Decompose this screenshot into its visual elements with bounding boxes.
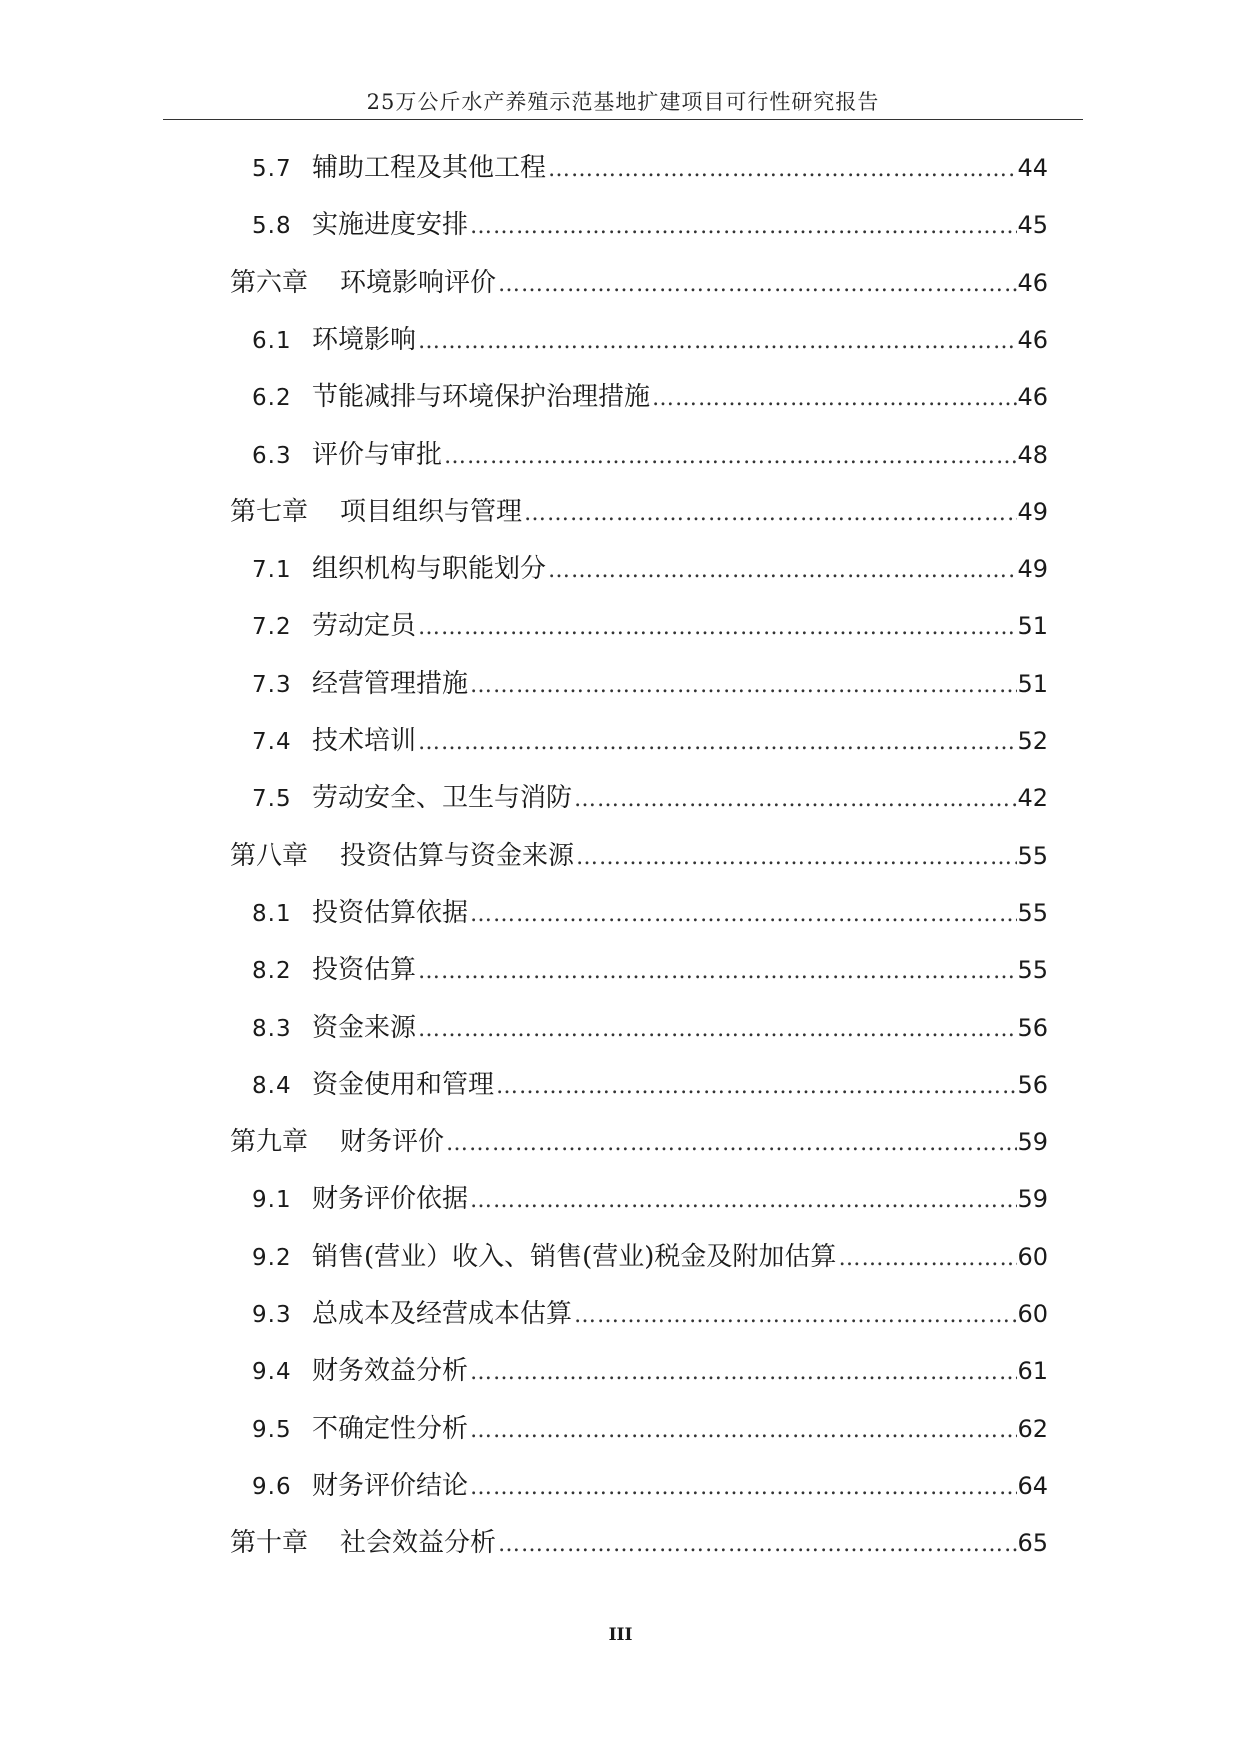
toc-dot-leader xyxy=(444,437,1017,477)
toc-chapter-entry[interactable] xyxy=(230,1523,1048,1563)
toc-section-entry[interactable] xyxy=(252,1237,1048,1277)
toc-entry-title: 辅助工程及其他工程 xyxy=(312,153,547,183)
toc-section-entry[interactable] xyxy=(252,320,1048,360)
toc-dot-leader xyxy=(548,150,1017,190)
toc-section-entry[interactable] xyxy=(252,721,1048,761)
toc-entry-number: 9.4 xyxy=(252,1359,292,1385)
toc-entry-page: 52 xyxy=(1017,727,1048,755)
toc-dot-leader xyxy=(574,1296,1017,1336)
toc-entry-page: 55 xyxy=(1017,899,1048,927)
toc-entry-number: 8.2 xyxy=(252,958,292,984)
toc-entry-title: 销售(营业）收入、销售(营业)税金及附加估算 xyxy=(312,1242,837,1272)
toc-chapter-entry[interactable] xyxy=(230,263,1048,303)
toc-entry-number: 第九章 xyxy=(230,1127,309,1157)
toc-entry-number: 9.3 xyxy=(252,1302,292,1328)
toc-entry-number: 7.1 xyxy=(252,557,292,583)
toc-section-entry[interactable] xyxy=(252,664,1048,704)
toc-entry-page: 49 xyxy=(1017,555,1048,583)
toc-entry-page: 55 xyxy=(1017,956,1048,984)
toc-entry-title: 劳动定员 xyxy=(312,611,417,641)
toc-dot-leader xyxy=(838,1239,1017,1279)
toc-entry-page: 56 xyxy=(1017,1014,1048,1042)
toc-section-entry[interactable] xyxy=(252,377,1048,417)
toc-entry-page: 44 xyxy=(1017,154,1048,182)
toc-entry-page: 55 xyxy=(1017,842,1048,870)
toc-entry-title: 组织机构与职能划分 xyxy=(312,554,547,584)
toc-entry-number: 第八章 xyxy=(230,841,309,871)
toc-entry-page: 46 xyxy=(1017,269,1048,297)
toc-dot-leader xyxy=(470,1181,1017,1221)
toc-dot-leader xyxy=(548,551,1017,591)
toc-entry-page: 56 xyxy=(1017,1071,1048,1099)
toc-entry-number: 7.4 xyxy=(252,729,292,755)
toc-section-entry[interactable] xyxy=(252,778,1048,818)
toc-section-entry[interactable] xyxy=(252,893,1048,933)
toc-dot-leader xyxy=(470,895,1017,935)
toc-chapter-entry[interactable] xyxy=(230,836,1048,876)
toc-dot-leader xyxy=(652,379,1017,419)
toc-dot-leader xyxy=(446,1124,1017,1164)
toc-dot-leader xyxy=(418,608,1017,648)
toc-dot-leader xyxy=(418,322,1017,362)
toc-entry-title: 资金使用和管理 xyxy=(312,1070,495,1100)
toc-section-entry[interactable] xyxy=(252,1179,1048,1219)
toc-entry-title: 技术培训 xyxy=(312,726,417,756)
toc-entry-title: 社会效益分析 xyxy=(340,1528,497,1558)
document-title: 25万公斤水产养殖示范基地扩建项目可行性研究报告 xyxy=(366,90,880,114)
toc-entry-number: 第七章 xyxy=(230,497,309,527)
toc-entry-number: 5.7 xyxy=(252,156,292,182)
toc-entry-page: 51 xyxy=(1017,612,1048,640)
toc-entry-page: 65 xyxy=(1017,1529,1048,1557)
toc-dot-leader xyxy=(470,1468,1017,1508)
toc-entry-number: 9.5 xyxy=(252,1417,292,1443)
toc-entry-number: 7.2 xyxy=(252,614,292,640)
toc-entry-number: 5.8 xyxy=(252,213,292,239)
toc-section-entry[interactable] xyxy=(252,1065,1048,1105)
toc-dot-leader xyxy=(418,952,1017,992)
toc-entry-title: 实施进度安排 xyxy=(312,210,469,240)
toc-section-entry[interactable] xyxy=(252,1008,1048,1048)
toc-entry-page: 60 xyxy=(1017,1243,1048,1271)
toc-chapter-entry[interactable] xyxy=(230,1122,1048,1162)
toc-dot-leader xyxy=(418,1010,1017,1050)
toc-entry-page: 49 xyxy=(1017,498,1048,526)
toc-dot-leader xyxy=(498,1525,1017,1565)
toc-entry-number: 7.3 xyxy=(252,672,292,698)
toc-entry-title: 财务效益分析 xyxy=(312,1356,469,1386)
toc-dot-leader xyxy=(524,494,1017,534)
toc-entry-title: 财务评价依据 xyxy=(312,1184,469,1214)
toc-entry-page: 51 xyxy=(1017,670,1048,698)
toc-entry-title: 不确定性分析 xyxy=(312,1414,469,1444)
toc-entry-page: 46 xyxy=(1017,383,1048,411)
toc-dot-leader xyxy=(574,780,1017,820)
toc-entry-number: 8.3 xyxy=(252,1016,292,1042)
toc-entry-number: 6.1 xyxy=(252,328,292,354)
toc-dot-leader xyxy=(470,207,1017,247)
toc-entry-number: 第十章 xyxy=(230,1528,309,1558)
toc-entry-title: 环境影响 xyxy=(312,325,417,355)
toc-section-entry[interactable] xyxy=(252,549,1048,589)
toc-entry-page: 61 xyxy=(1017,1357,1048,1385)
toc-entry-number: 8.4 xyxy=(252,1073,292,1099)
toc-dot-leader xyxy=(496,1067,1017,1107)
toc-dot-leader xyxy=(470,1411,1017,1451)
toc-entry-page: 64 xyxy=(1017,1472,1048,1500)
toc-entry-title: 总成本及经营成本估算 xyxy=(312,1299,573,1329)
toc-section-entry[interactable] xyxy=(252,606,1048,646)
toc-section-entry[interactable] xyxy=(252,205,1048,245)
toc-entry-title: 财务评价 xyxy=(340,1127,445,1157)
toc-entry-title: 资金来源 xyxy=(312,1013,417,1043)
toc-entry-title: 投资估算 xyxy=(312,955,417,985)
toc-entry-page: 48 xyxy=(1017,441,1048,469)
toc-entry-title: 投资估算与资金来源 xyxy=(340,841,575,871)
toc-entry-title: 经营管理措施 xyxy=(312,669,469,699)
page-number: III xyxy=(608,1625,633,1645)
toc-entry-number: 7.5 xyxy=(252,786,292,812)
toc-entry-number: 6.3 xyxy=(252,443,292,469)
toc-dot-leader xyxy=(470,666,1017,706)
toc-chapter-entry[interactable] xyxy=(230,492,1048,532)
toc-entry-number: 9.1 xyxy=(252,1187,292,1213)
toc-entry-page: 59 xyxy=(1017,1128,1048,1156)
toc-section-entry[interactable] xyxy=(252,1294,1048,1334)
toc-dot-leader xyxy=(418,723,1017,763)
toc-entry-number: 第六章 xyxy=(230,268,309,298)
toc-entry-title: 节能减排与环境保护治理措施 xyxy=(312,382,651,412)
toc-entry-number: 9.2 xyxy=(252,1245,292,1271)
toc-section-entry[interactable] xyxy=(252,1466,1048,1506)
toc-entry-number: 9.6 xyxy=(252,1474,292,1500)
toc-entry-page: 60 xyxy=(1017,1300,1048,1328)
toc-section-entry[interactable] xyxy=(252,1351,1048,1391)
toc-entry-number: 8.1 xyxy=(252,901,292,927)
toc-section-entry[interactable] xyxy=(252,950,1048,990)
toc-entry-title: 环境影响评价 xyxy=(340,268,497,298)
toc-entry-page: 46 xyxy=(1017,326,1048,354)
toc-entry-page: 59 xyxy=(1017,1185,1048,1213)
toc-entry-title: 项目组织与管理 xyxy=(340,497,523,527)
toc-entry-page: 42 xyxy=(1017,784,1048,812)
toc-entry-page: 62 xyxy=(1017,1415,1048,1443)
toc-dot-leader xyxy=(498,265,1017,305)
toc-entry-title: 投资估算依据 xyxy=(312,898,469,928)
toc-entry-page: 45 xyxy=(1017,211,1048,239)
toc-entry-title: 评价与审批 xyxy=(312,440,443,470)
toc-section-entry[interactable] xyxy=(252,435,1048,475)
toc-entry-title: 财务评价结论 xyxy=(312,1471,469,1501)
toc-section-entry[interactable] xyxy=(252,1409,1048,1449)
toc-entry-title: 劳动安全、卫生与消防 xyxy=(312,783,573,813)
toc-section-entry[interactable] xyxy=(252,148,1048,188)
toc-entry-number: 6.2 xyxy=(252,385,292,411)
toc-dot-leader xyxy=(576,838,1017,878)
toc-dot-leader xyxy=(470,1353,1017,1393)
